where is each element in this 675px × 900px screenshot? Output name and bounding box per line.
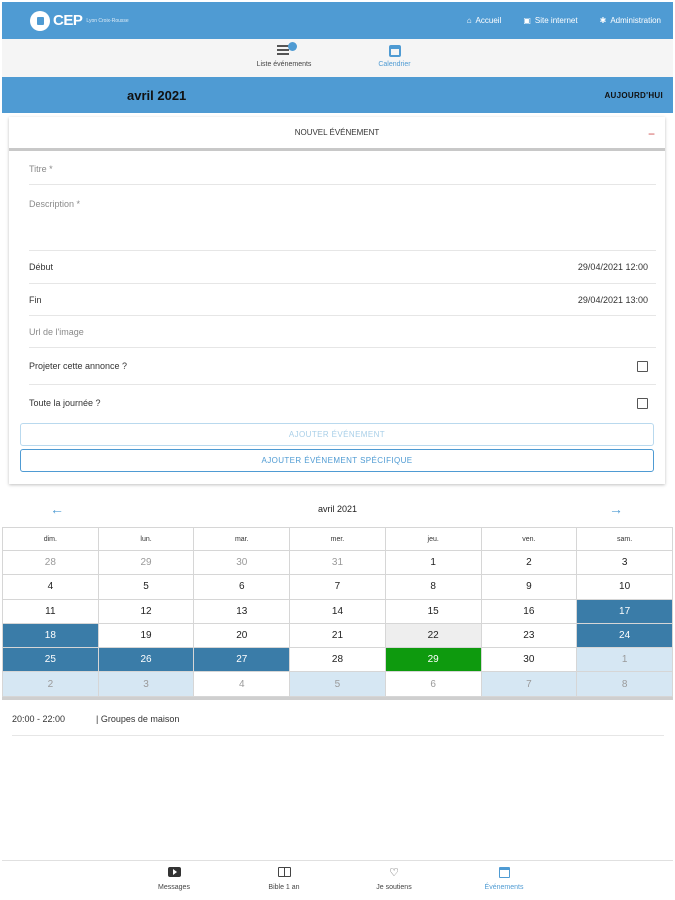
calendar-day-cell[interactable]: 19	[98, 623, 194, 647]
calendar-day-cell[interactable]: 17	[577, 599, 673, 623]
calendar-day-cell[interactable]: 7	[290, 575, 386, 599]
allday-row	[29, 385, 656, 421]
top-app-bar	[2, 2, 673, 39]
calendar-day-cell[interactable]: 24	[577, 623, 673, 647]
calendar-day-cell[interactable]: 14	[290, 599, 386, 623]
calendar-day-cell[interactable]: 23	[481, 623, 577, 647]
logo-text: CEP	[53, 12, 83, 29]
heart-icon: ♡	[389, 867, 399, 879]
calendar-day-cell[interactable]: 29	[385, 648, 481, 672]
gear-icon: ✱	[599, 16, 607, 25]
calendar-day-cell[interactable]: 4	[3, 575, 99, 599]
calendar-week-row	[3, 599, 673, 623]
image-url-placeholder: Url de l'image	[29, 326, 84, 337]
logo-icon	[30, 11, 50, 31]
new-event-header[interactable]	[9, 117, 665, 151]
calendar-title: avril 2021	[317, 504, 358, 514]
tab-label: Calendrier	[378, 61, 411, 68]
next-month-arrow-icon[interactable]: →	[609, 501, 623, 517]
weekday-header: mer.	[290, 528, 386, 551]
weekday-header-row	[3, 528, 673, 551]
calendar-day-cell[interactable]: 10	[577, 575, 673, 599]
calendar-day-cell[interactable]: 31	[290, 551, 386, 575]
event-time: 20:00 - 22:00	[12, 714, 66, 724]
home-icon: ⌂	[466, 16, 472, 25]
new-event-title: NOUVEL ÉVÉNEMENT	[294, 128, 380, 137]
calendar-day-cell[interactable]: 16	[481, 599, 577, 623]
month-title: avril 2021	[127, 87, 187, 103]
image-url-field[interactable]	[29, 316, 656, 348]
logo[interactable]	[30, 11, 129, 31]
nav-label: Bible 1 an	[268, 884, 300, 891]
start-value: 29/04/2021 12:00	[577, 262, 648, 272]
calendar-day-cell[interactable]: 3	[98, 672, 194, 696]
today-button[interactable]: AUJOURD'HUI	[604, 90, 663, 100]
event-list-item[interactable]	[12, 710, 664, 736]
nav-support[interactable]	[354, 867, 434, 891]
calendar-day-cell[interactable]: 6	[194, 575, 290, 599]
link-site-internet[interactable]	[523, 16, 577, 25]
project-row	[29, 348, 656, 385]
external-link-icon: ▣	[523, 16, 531, 25]
weekday-header: dim.	[3, 528, 99, 551]
prev-month-arrow-icon[interactable]: ←	[50, 501, 64, 517]
calendar-day-cell[interactable]: 29	[98, 551, 194, 575]
nav-label: Messages	[158, 884, 190, 891]
link-label: Administration	[610, 16, 661, 25]
calendar-day-cell[interactable]: 5	[98, 575, 194, 599]
calendar-day-cell[interactable]: 22	[385, 623, 481, 647]
calendar-icon	[389, 45, 401, 57]
calendar-week-row	[3, 551, 673, 575]
calendar-week-row	[3, 648, 673, 672]
link-administration[interactable]	[600, 16, 661, 25]
nav-messages[interactable]	[134, 867, 214, 891]
calendar-day-cell[interactable]: 30	[194, 551, 290, 575]
month-header	[2, 77, 673, 113]
book-icon	[278, 867, 291, 877]
weekday-header: lun.	[98, 528, 194, 551]
tab-event-list[interactable]	[249, 43, 319, 68]
calendar-day-cell[interactable]: 5	[290, 672, 386, 696]
nav-label: Événements	[484, 884, 524, 891]
calendar-day-cell[interactable]: 12	[98, 599, 194, 623]
weekday-header: ven.	[481, 528, 577, 551]
nav-events[interactable]	[464, 867, 544, 891]
nav-bible[interactable]	[244, 867, 324, 891]
tab-calendar[interactable]	[367, 43, 422, 68]
end-label: Fin	[29, 294, 42, 305]
calendar-day-cell[interactable]: 7	[481, 672, 577, 696]
end-value: 29/04/2021 13:00	[577, 294, 648, 305]
allday-label: Toute la journée ?	[29, 398, 101, 408]
calendar-week-row	[3, 623, 673, 647]
calendar-day-cell[interactable]: 11	[3, 599, 99, 623]
play-icon	[168, 867, 181, 877]
new-event-card	[9, 117, 665, 484]
badge-icon	[288, 42, 297, 51]
calendar-day-cell[interactable]: 20	[194, 623, 290, 647]
calendar-divider	[2, 697, 673, 700]
start-label: Début	[29, 262, 54, 272]
calendar-day-cell[interactable]: 27	[194, 648, 290, 672]
calendar-day-cell[interactable]: 30	[481, 648, 577, 672]
calendar-day-cell[interactable]: 18	[3, 623, 99, 647]
calendar-day-cell[interactable]: 8	[385, 575, 481, 599]
top-links	[445, 16, 661, 25]
calendar-day-cell[interactable]: 15	[385, 599, 481, 623]
calendar-day-cell[interactable]: 13	[194, 599, 290, 623]
calendar-day-cell[interactable]: 2	[481, 551, 577, 575]
description-placeholder: Description *	[29, 199, 81, 209]
bottom-navigation	[2, 860, 673, 898]
calendar-day-cell[interactable]: 28	[3, 551, 99, 575]
calendar-day-cell[interactable]: 2	[3, 672, 99, 696]
calendar-day-cell[interactable]: 9	[481, 575, 577, 599]
project-label: Projeter cette annonce ?	[29, 361, 128, 371]
calendar-day-cell[interactable]: 6	[385, 672, 481, 696]
start-date-field[interactable]	[29, 251, 656, 284]
weekday-header: jeu.	[385, 528, 481, 551]
calendar-day-cell[interactable]: 25	[3, 648, 99, 672]
month-calendar	[2, 527, 673, 697]
title-placeholder: Titre *	[29, 163, 53, 174]
link-label: Site internet	[534, 16, 578, 25]
project-checkbox[interactable]	[637, 361, 648, 372]
calendar-day-cell[interactable]: 28	[290, 648, 386, 672]
logo-subtitle: Lyon Croix-Rousse	[86, 17, 129, 24]
collapse-icon[interactable]: −	[647, 127, 655, 141]
calendar-day-cell[interactable]: 26	[98, 648, 194, 672]
title-field[interactable]	[29, 153, 656, 185]
link-label: Accueil	[475, 16, 502, 25]
add-event-button[interactable]: AJOUTER ÉVÉNEMENT	[20, 423, 654, 446]
calendar-nav	[2, 497, 673, 521]
calendar-day-cell[interactable]: 3	[577, 551, 673, 575]
calendar-week-row	[3, 575, 673, 599]
calendar-week-row	[3, 672, 673, 696]
calendar-day-cell[interactable]: 1	[577, 648, 673, 672]
event-title: | Groupes de maison	[96, 714, 180, 724]
end-date-field[interactable]	[29, 284, 656, 316]
add-specific-event-button[interactable]: AJOUTER ÉVÉNEMENT SPÉCIFIQUE	[20, 449, 654, 472]
calendar-day-cell[interactable]: 4	[194, 672, 290, 696]
view-tabs	[2, 39, 673, 77]
nav-label: Je soutiens	[376, 884, 412, 891]
list-icon	[277, 45, 291, 57]
link-accueil[interactable]	[467, 16, 502, 25]
description-field[interactable]	[29, 185, 656, 251]
calendar-day-cell[interactable]: 8	[577, 672, 673, 696]
weekday-header: mar.	[194, 528, 290, 551]
tab-label: Liste événements	[256, 61, 312, 68]
calendar-day-cell[interactable]: 1	[385, 551, 481, 575]
calendar-icon	[499, 867, 510, 878]
weekday-header: sam.	[577, 528, 673, 551]
allday-checkbox[interactable]	[637, 398, 648, 409]
calendar-day-cell[interactable]: 21	[290, 623, 386, 647]
